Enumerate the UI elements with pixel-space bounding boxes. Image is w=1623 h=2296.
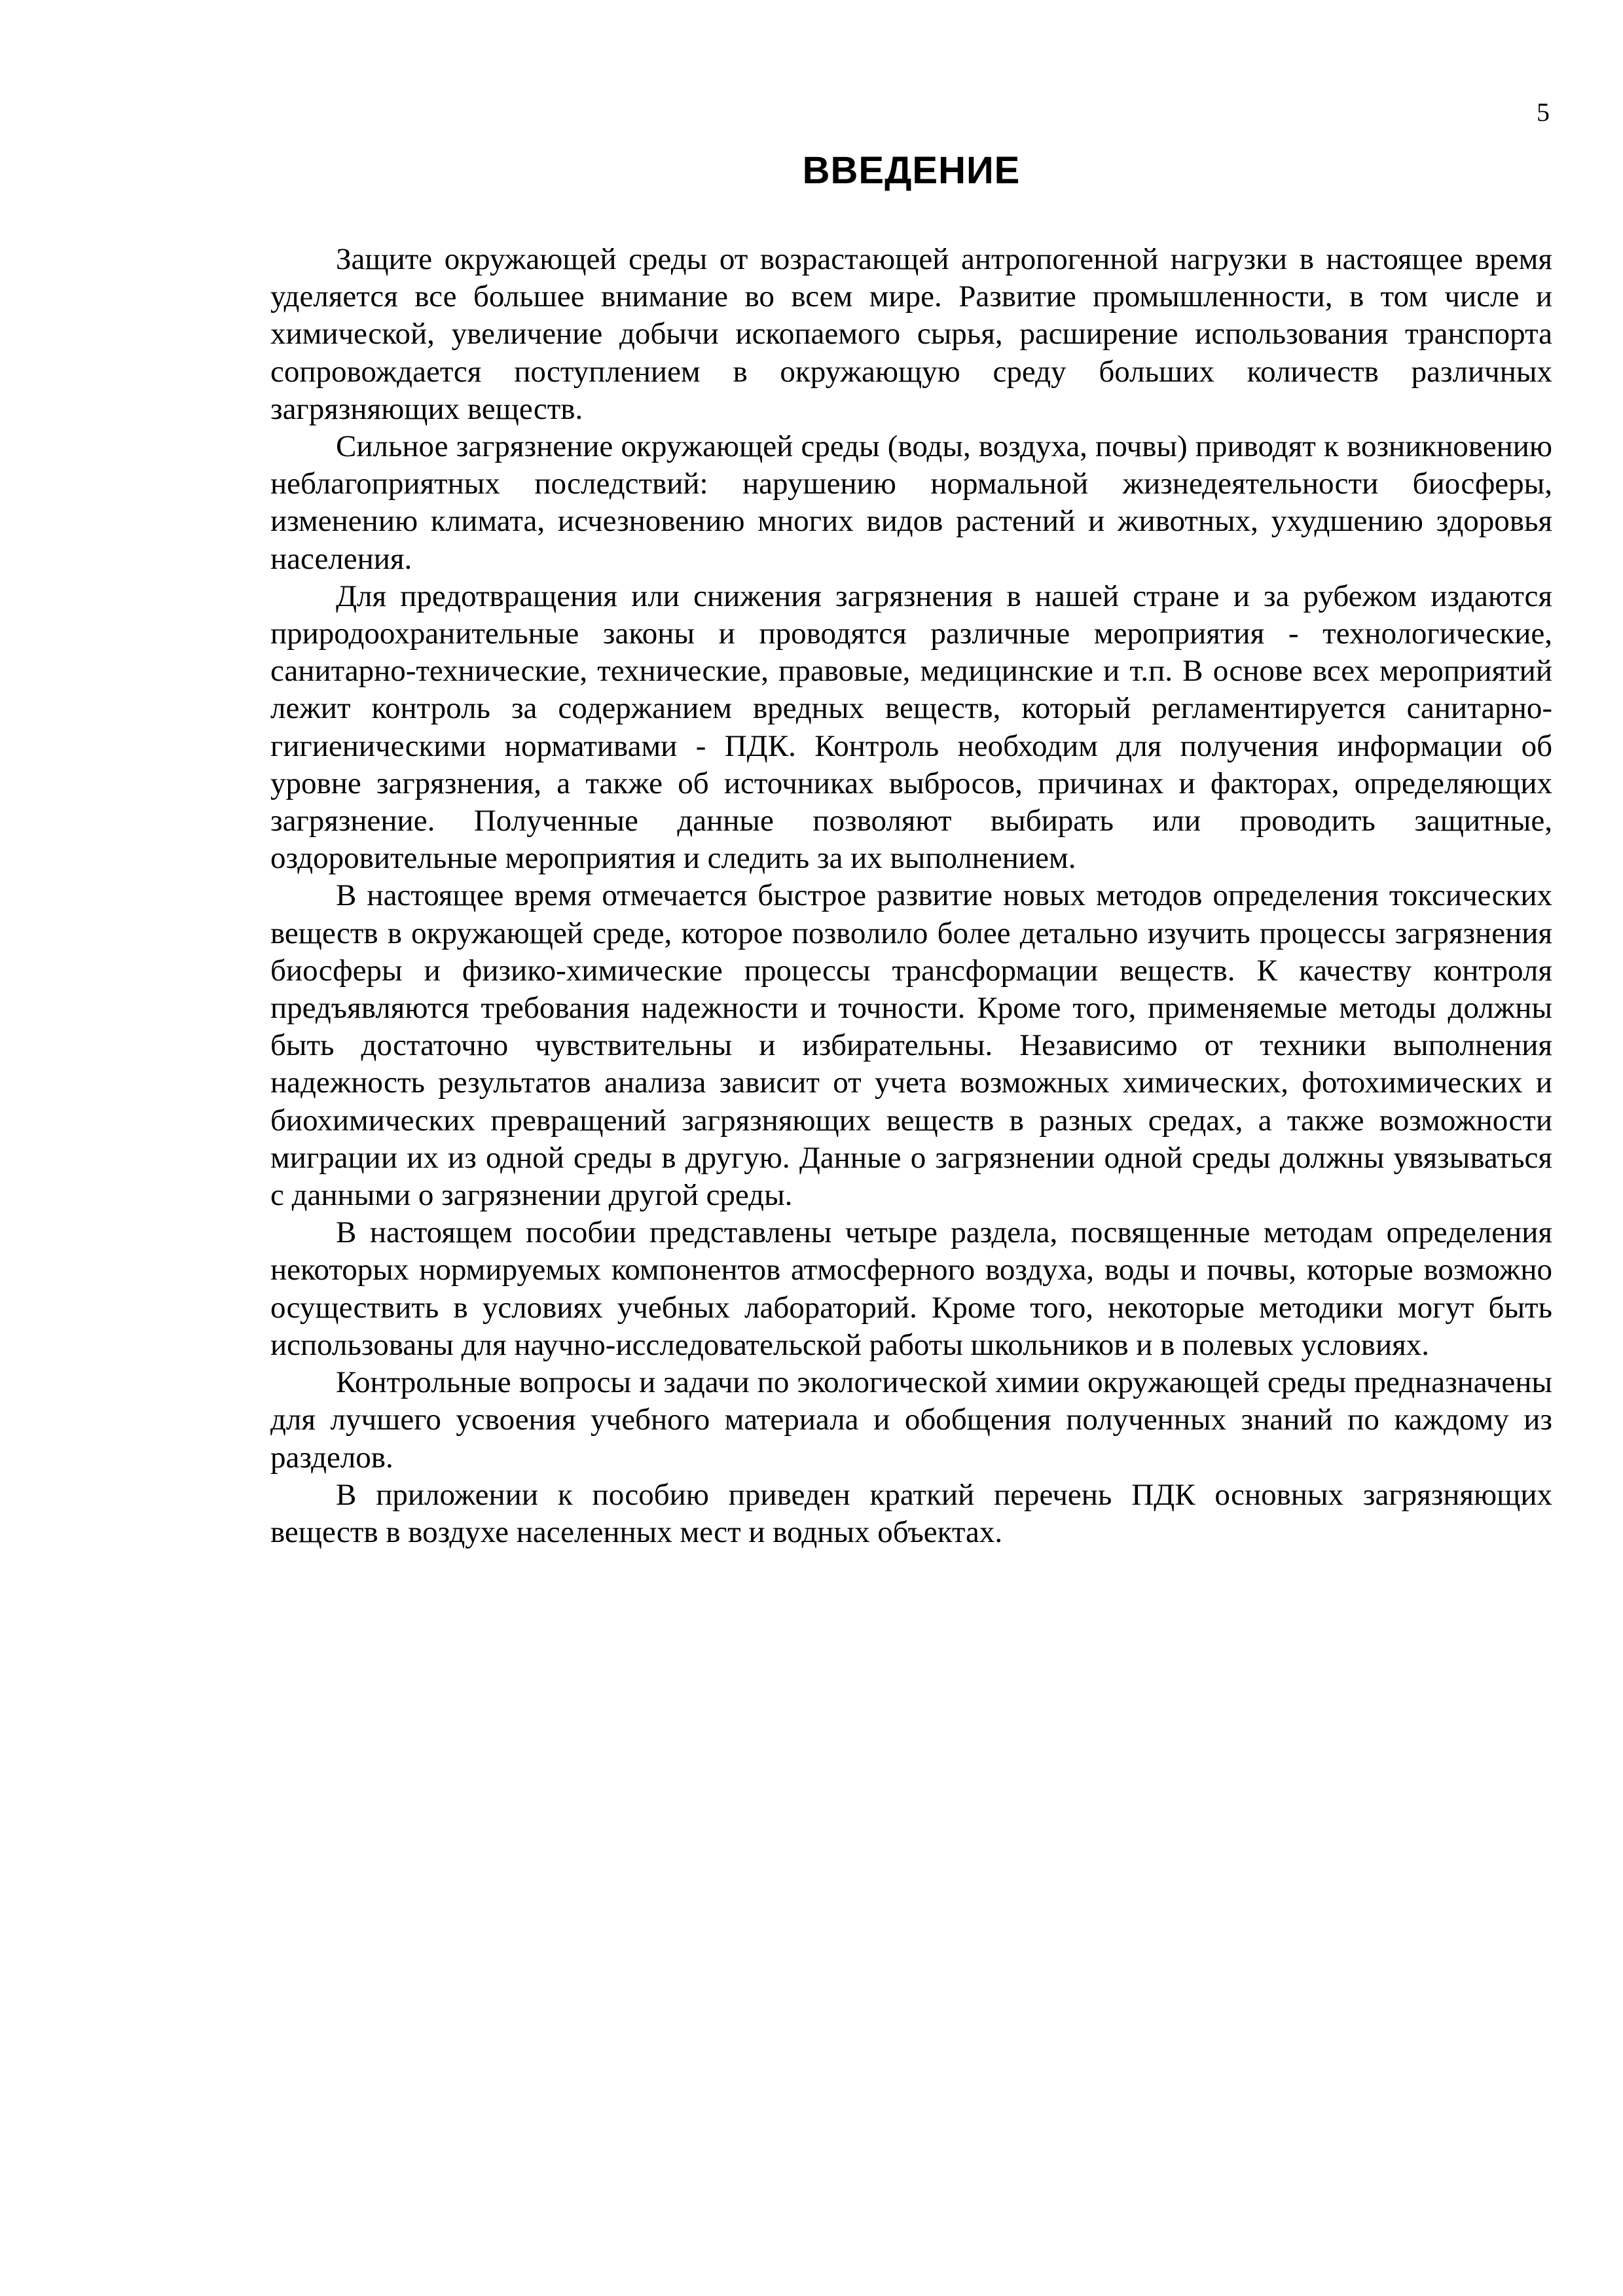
page-number: 5	[1537, 98, 1550, 127]
paragraph-5: В настоящем пособии представлены четыре раздела, посвященные методам определения некоторых нормируемых компонентов атмосферного воздуха, воды и почвы, которые возможно осуществить в условиях учебных лабораторий. Кроме того, некоторые методики могут быть использованы для научно-исследовательской работы школьников и в полевых условиях.	[270, 1215, 1552, 1362]
paragraph-2: Сильное загрязнение окружающей среды (воды, воздуха, почвы) приводят к возникновению неблагоприятных последствий: нарушению нормальной жизнедеятельности биосферы, изменению климата, исчезновению многих видов растений и животных, ухудшению здоровья населения.	[270, 429, 1552, 576]
paragraph-4: В настоящее время отмечается быстрое развитие новых методов определения токсических веществ в окружающей среде, которое позволило более детально изучить процессы загрязнения биосферы и физико-химические процессы трансформации веществ. К качеству контроля предъявляются требования надежности и точности. Кроме того, применяемые методы должны быть достаточно чувствительны и избирательны. Независимо от техники выполнения надежность результатов анализа зависит от учета возможных химических, фотохимических и биохимических превращений загрязняющих веществ в разных средах, а также возможности миграции их из одной среды в другую. Данные о загрязнении одной среды должны увязываться с данными о загрязнении другой среды.	[270, 878, 1552, 1213]
paragraph-3: Для предотвращения или снижения загрязнения в нашей стране и за рубежом издаются природоохранительные законы и проводятся различные мероприятия - технологические, санитарно-технические, технические, правовые, медицинские и т.п. В основе всех мероприятий лежит контроль за содержанием вредных веществ, который регламентируется санитарно-гигиеническими нормативами - ПДК. Контроль необходим для получения информации об уровне загрязнения, а также об источниках выбросов, причинах и факторах, определяющих загрязнение. Полученные данные позволяют выбирать или проводить защитные, оздоровительные мероприятия и следить за их выполнением.	[270, 579, 1552, 876]
page-title: ВВЕДЕНИЕ	[802, 149, 1021, 192]
paragraph-6: Контрольные вопросы и задачи по экологической химии окружающей среды предназначены для лучшего усвоения учебного материала и обобщения полученных знаний по каждому из разделов.	[270, 1365, 1552, 1475]
paragraph-7: В приложении к пособию приведен краткий перечень ПДК основных загрязняющих веществ в воздухе населенных мест и водных объектах.	[270, 1477, 1552, 1549]
paragraph-1: Защите окружающей среды от возрастающей антропогенной нагрузки в настоящее время уделяется все большее внимание во всем мире. Развитие промышленности, в том числе и химической, увеличение добычи ископаемого сырья, расширение использования транспорта сопровождается поступлением в окружающую среду больших количеств различных загрязняющих веществ.	[270, 242, 1552, 426]
body-text	[270, 241, 1552, 1551]
